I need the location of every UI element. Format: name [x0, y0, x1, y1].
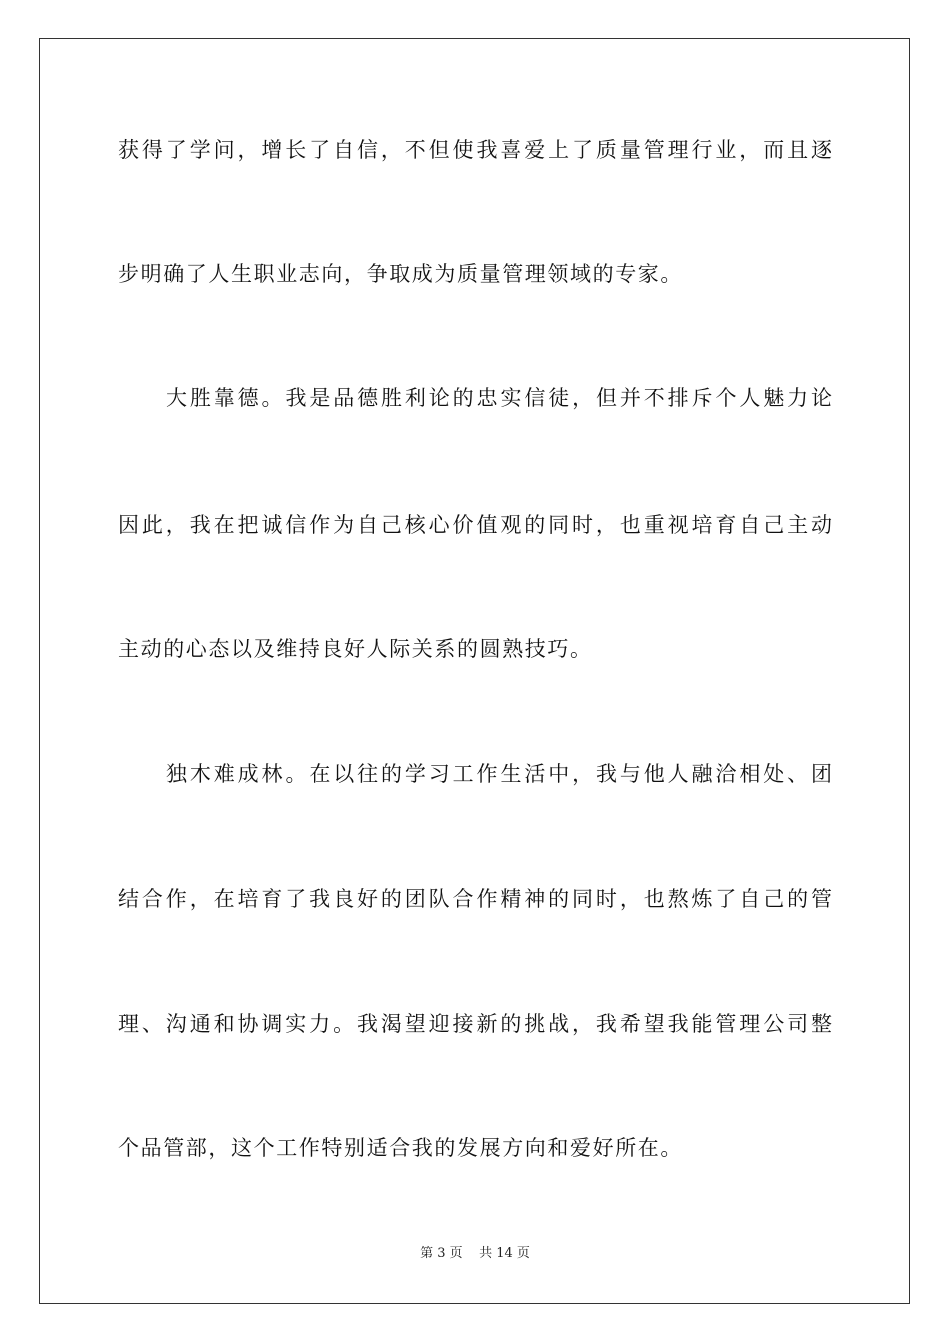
page-frame [39, 38, 910, 1304]
body-line-9: 个品管部，这个工作特别适合我的发展方向和爱好所在。 [118, 1136, 683, 1160]
body-line-4: 因此，我在把诚信作为自己核心价值观的同时，也重视培育自己主动 [118, 513, 832, 537]
body-line-2: 步明确了人生职业志向，争取成为质量管理领域的专家。 [118, 262, 683, 286]
body-line-3: 大胜靠德。我是品德胜利论的忠实信徒，但并不排斥个人魅力论 [166, 386, 832, 410]
page-number-footer: 第 3 页 共 14 页 [420, 1246, 530, 1261]
body-line-5: 主动的心态以及维持良好人际关系的圆熟技巧。 [118, 637, 593, 661]
body-line-1: 获得了学问，增长了自信，不但使我喜爱上了质量管理行业，而且逐 [118, 138, 832, 162]
body-line-8: 理、沟通和协调实力。我渴望迎接新的挑战，我希望我能管理公司整 [118, 1012, 832, 1036]
body-line-6: 独木难成林。在以往的学习工作生活中，我与他人融洽相处、团 [166, 762, 832, 786]
body-line-7: 结合作，在培育了我良好的团队合作精神的同时，也熬炼了自己的管 [118, 887, 832, 911]
